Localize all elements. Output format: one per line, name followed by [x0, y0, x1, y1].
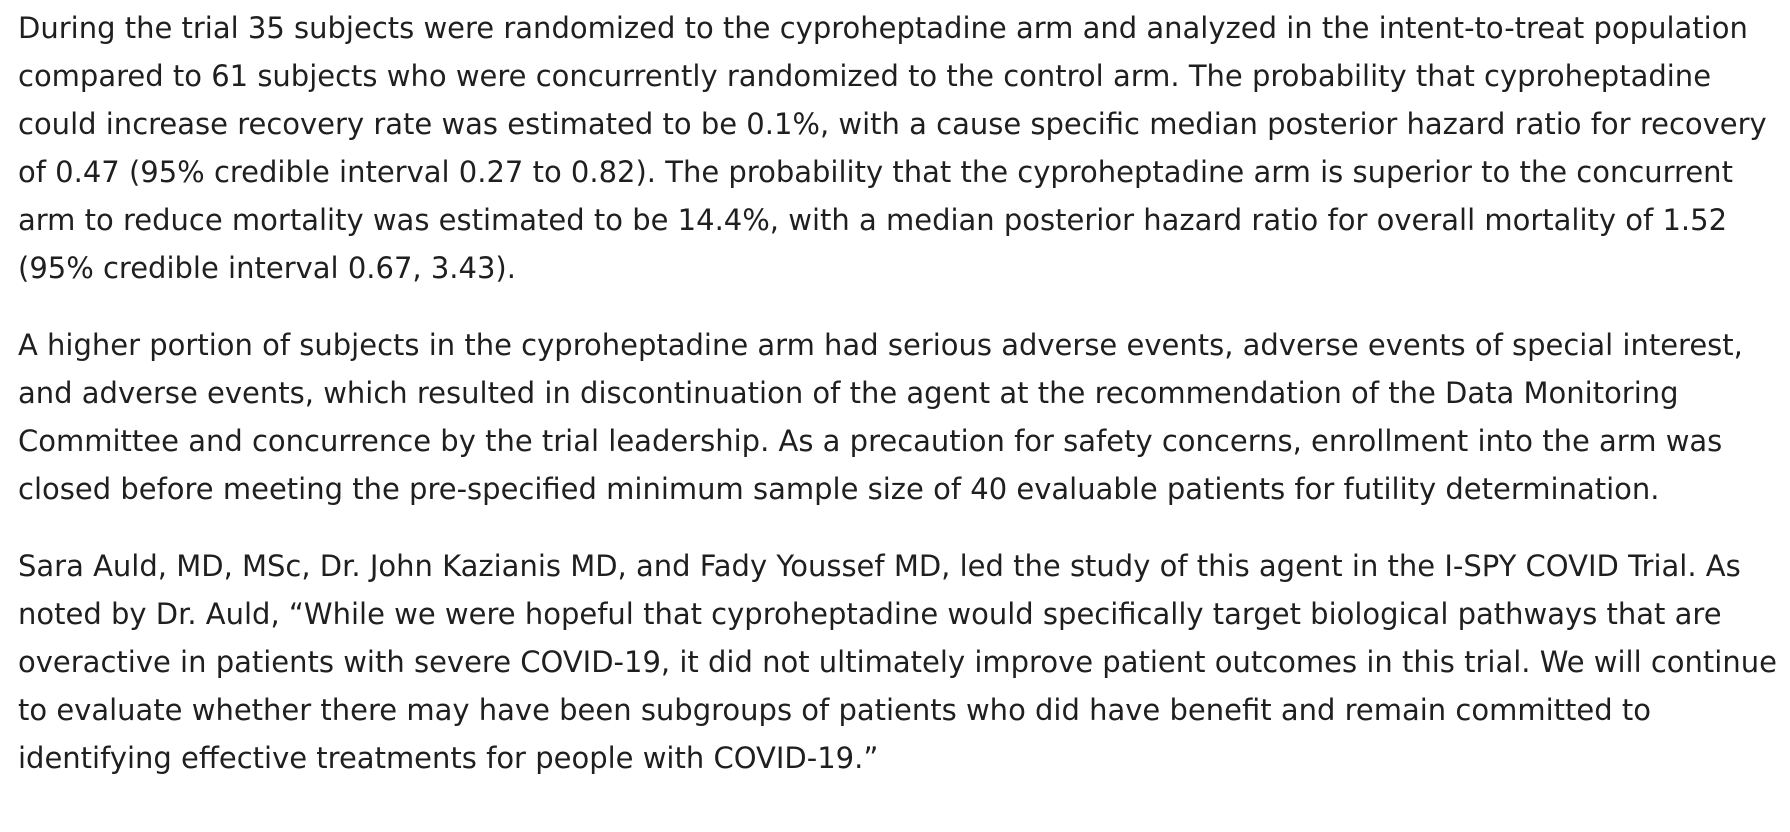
paragraph-trial-results: During the trial 35 subjects were randomized to the cyproheptadine arm and analyzed in the intent-to-treat population compared to 61 subjects who were concurrently randomized to the control arm. The probability that cyproheptadine could increase recovery rate was estimated to be 0.1%, with a cause specific median posterior hazard ratio for recovery of 0.47 (95% credible interval 0.27 to 0.82). The probability that the cyproheptadine arm is superior to the concurrent arm to reduce mortality was estimated to be 14.4%, with a median posterior hazard ratio for overall mortality of 1.52 (95% credible interval 0.67, 3.43). — [18, 11, 1767, 285]
article-body — [18, 4, 1788, 811]
paragraph-study-leads-quote: Sara Auld, MD, MSc, Dr. John Kazianis MD, and Fady Youssef MD, led the study of this agent in the I-SPY COVID Trial. As noted by Dr. Auld, “While we were hopeful that cyproheptadine would specifically target biological pathways that are overactive in patients with severe COVID-19, it did not ultimately improve patient outcomes in this trial. We will continue to evaluate whether there may have been subgroups of patients who did have benefit and remain committed to identifying effective treatments for people with COVID-19.” — [18, 549, 1777, 775]
paragraph-adverse-events: A higher portion of subjects in the cyproheptadine arm had serious adverse events, adverse events of special interest, and adverse events, which resulted in discontinuation of the agent at the recommendation of the Data Monitoring Committee and concurrence by the trial leadership. As a precaution for safety concerns, enrollment into the arm was closed before meeting the pre-specified minimum sample size of 40 evaluable patients for futility determination. — [18, 328, 1743, 506]
